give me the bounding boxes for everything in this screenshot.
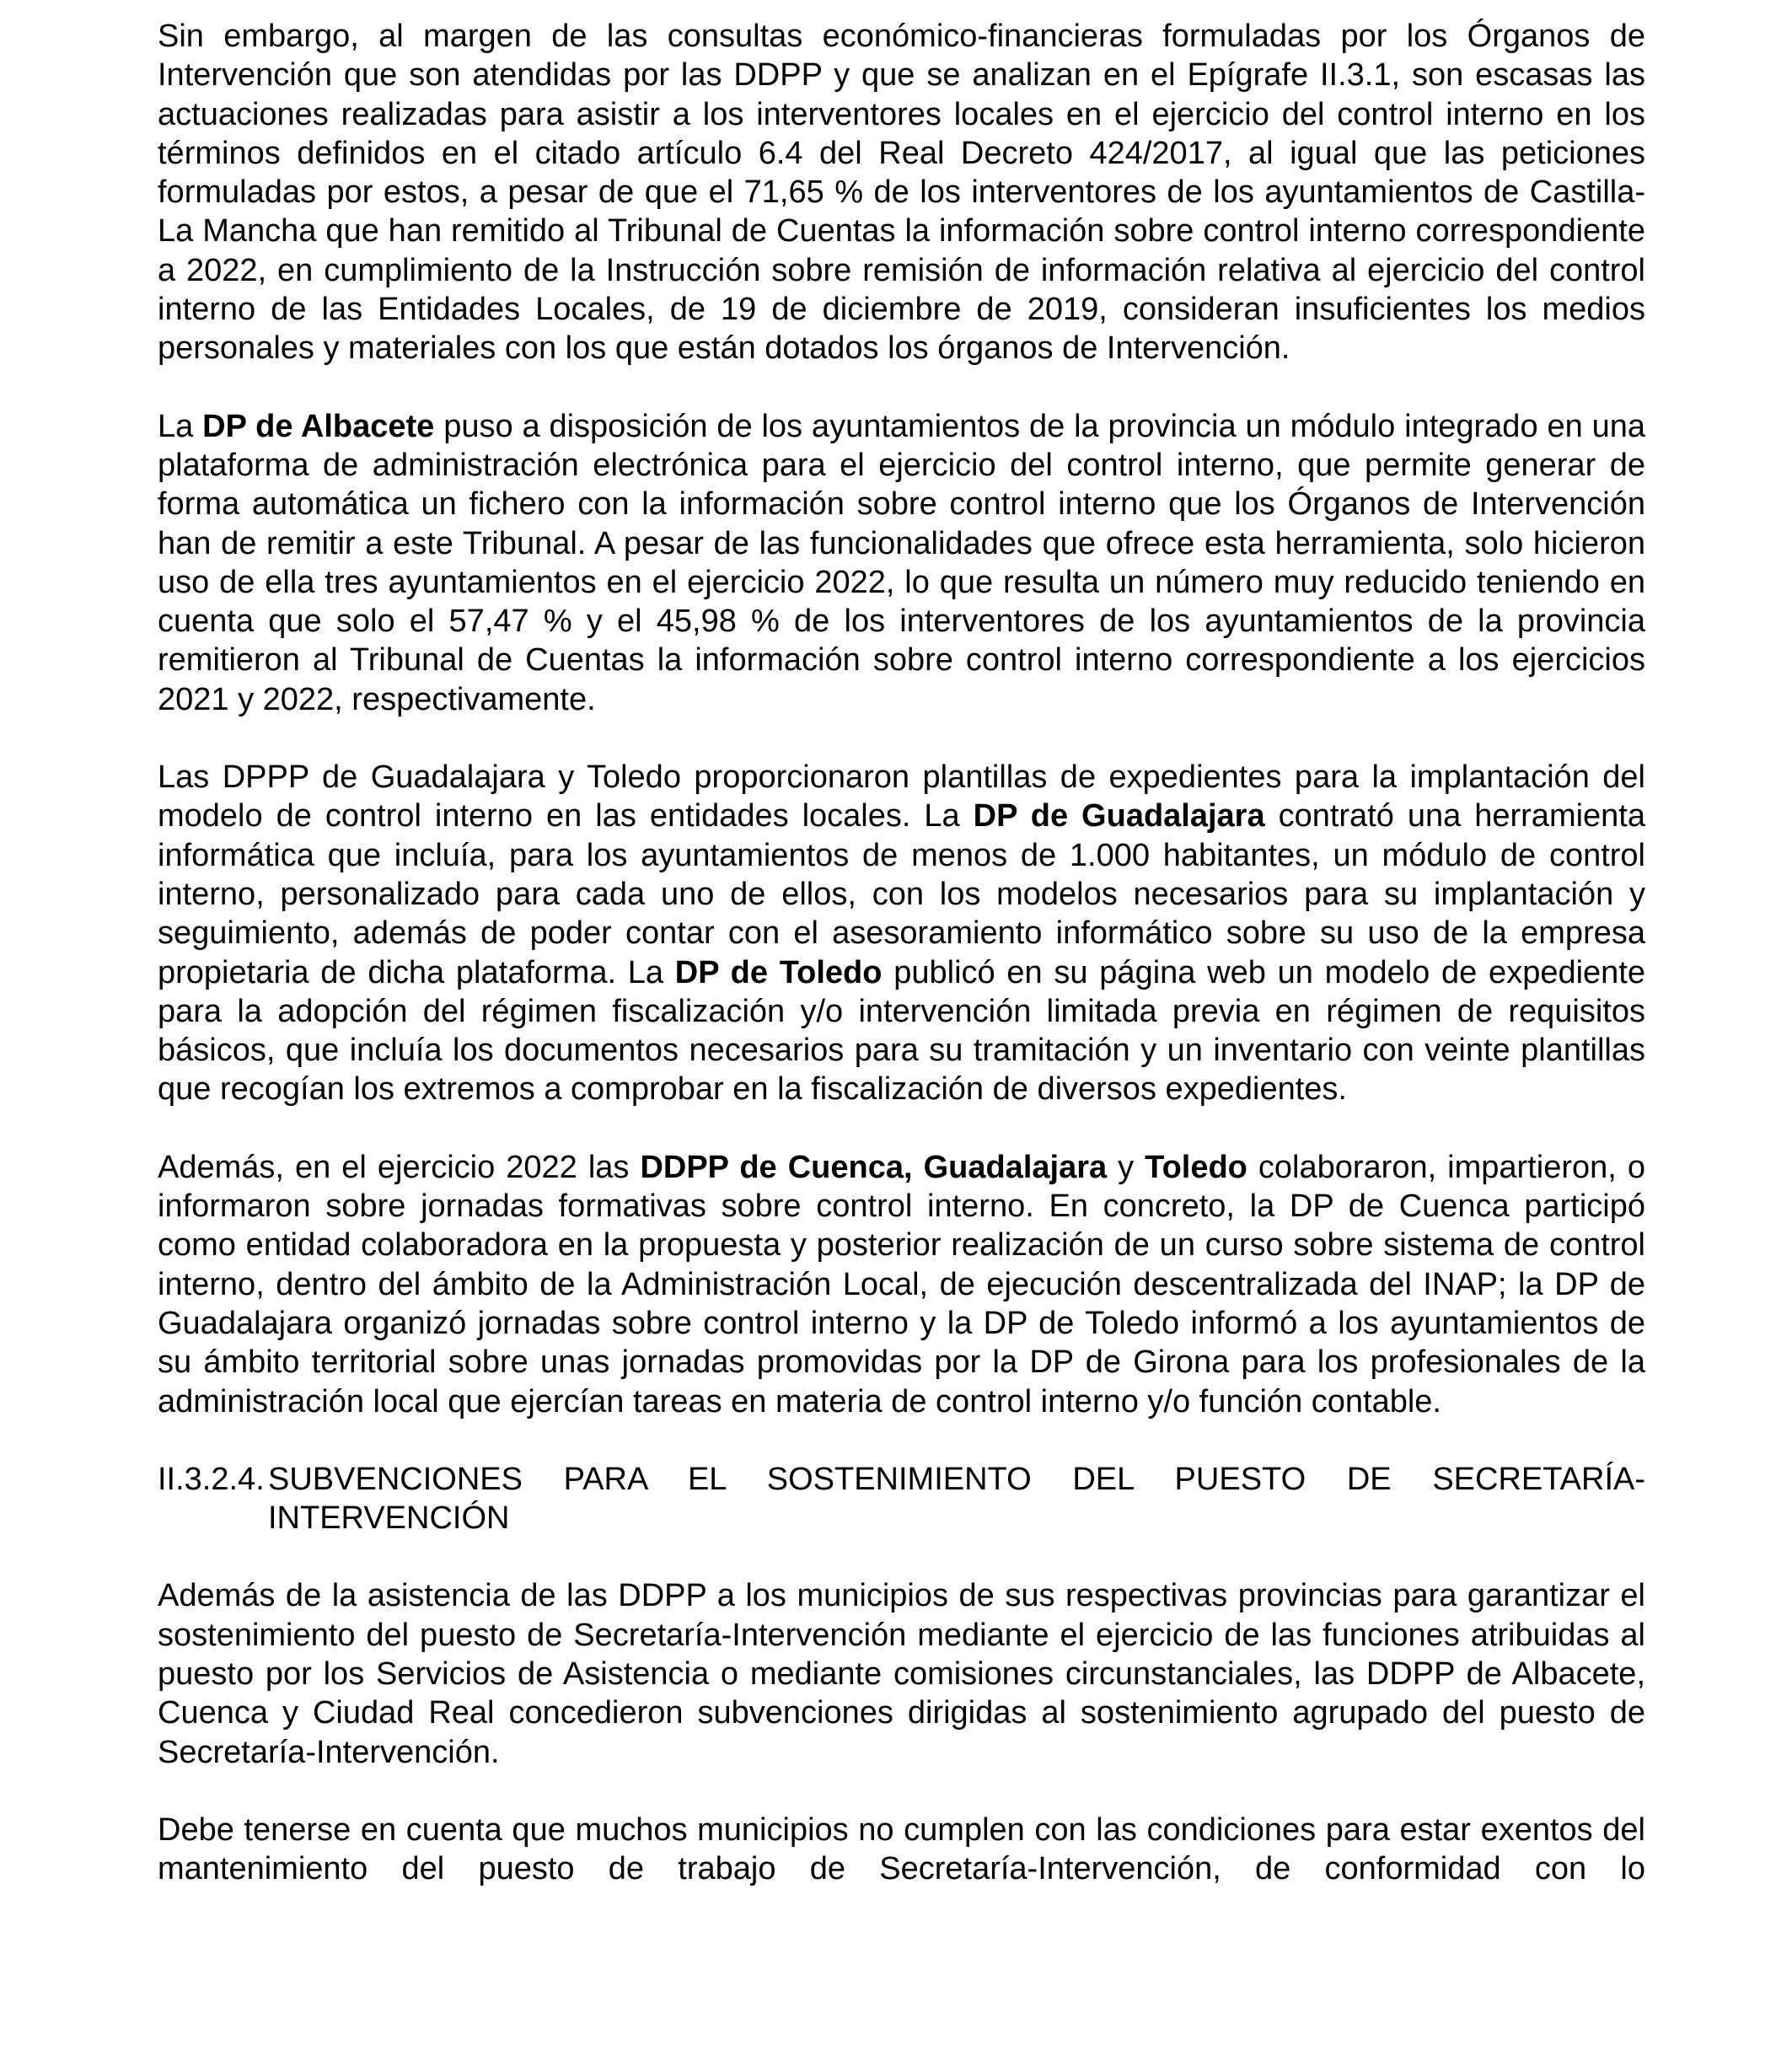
section-title: SUBVENCIONES PARA EL SOSTENIMIENTO DEL PUESTO DE SECRETARÍA-INTERVENCIÓN	[268, 1461, 1645, 1537]
paragraph-text: Sin embargo, al margen de las consultas económico-financieras formuladas por los Órganos de Intervención que son atendidas por las DDPP y que se analizan en el Epígrafe II.3.1, son escasas las actuaciones realizadas para asistir a los interventores locales en el ejercicio del control interno en los términos definidos en el citado artículo 6.4 del Real Decreto 424/2017, al igual que las peticiones formuladas por estos, a pesar de que el 71,65 % de los interventores de los ayuntamientos de Castilla-La Mancha que han remitido al Tribunal de Cuentas la información sobre control interno correspondiente a 2022, en cumplimiento de la Instrucción sobre remisión de información relativa al ejercicio del control interno de las Entidades Locales, de 19 de diciembre de 2019, consideran insuficientes los medios personales y materiales con los que están dotados los órganos de Intervención.	[158, 19, 1645, 367]
bold-entity-dp-toledo: DP de Toledo	[674, 954, 883, 990]
paragraph-text: La	[158, 408, 203, 444]
bold-entity-dp-albacete: DP de Albacete	[202, 408, 435, 444]
paragraph-text: puso a disposición de los ayuntamientos de la provincia un módulo integrado en una plataforma de administración electrónica para el ejercicio del control interno, que permite generar de forma automática un fichero con la información sobre control interno que los Órganos de Intervención han de remitir a este Tribunal. A pesar de las funcionalidades que ofrece esta herramienta, solo hicieron uso de ella tres ayuntamientos en el ejercicio 2022, lo que resulta un número muy reducido teniendo en cuenta que solo el 57,47 % y el 45,98 % de los interventores de los ayuntamientos de la provincia remitieron al Tribunal de Cuentas la información sobre control interno correspondiente a los ejercicios 2021 y 2022, respectivamente.	[158, 408, 1645, 717]
paragraph-text: colaboraron, impartieron, o informaron sobre jornadas formativas sobre control interno. En concreto, la DP de Cuenca participó como entidad colaboradora en la propuesta y posterior realización de un curso sobre sistema de control interno, dentro del ámbito de la Administración Local, de ejecución descentralizada del INAP; la DP de Guadalajara organizó jornadas sobre control interno y la DP de Toledo informó a los ayuntamientos de su ámbito territorial sobre unas jornadas promovidas por la DP de Girona para los profesionales de la administración local que ejercían tareas en materia de control interno y/o función contable.	[158, 1149, 1645, 1419]
paragraph-text: Además de la asistencia de las DDPP a los municipios de sus respectivas provincias para garantizar el sostenimiento del puesto de Secretaría-Intervención mediante el ejercicio de las funciones atribuidas al puesto por los Servicios de Asistencia o mediante comisiones circunstanciales, las DDPP de Albacete, Cuenca y Ciudad Real concedieron subvenciones dirigidas al sostenimiento agrupado del puesto de Secretaría-Intervención.	[158, 1578, 1645, 1770]
paragraph-jornadas-formativas	[158, 1148, 1645, 1421]
paragraph-text: y	[1107, 1149, 1145, 1185]
paragraph-control-interno-consultas	[158, 17, 1645, 368]
section-number: II.3.2.4.	[158, 1461, 265, 1497]
paragraph-text: Además, en el ejercicio 2022 las	[158, 1149, 641, 1185]
paragraph-text: contrató una herramienta informática que incluía, para los ayuntamientos de menos de 1.000 habitantes, un módulo de control interno, personalizado para cada uno de ellos, con los modelos necesarios para su implantación y seguimiento, además de poder contar con el asesoramiento informático sobre su uso de la empresa propietaria de dicha plataforma. La	[158, 798, 1645, 990]
paragraph-subvenciones	[158, 1576, 1645, 1771]
bold-entity-ddpp-cuenca-guadalajara: DDPP de Cuenca, Guadalajara	[640, 1149, 1108, 1185]
paragraph-dp-albacete	[158, 407, 1645, 719]
paragraph-municipios-condiciones	[158, 1811, 1645, 1889]
bold-entity-toledo: Toledo	[1145, 1149, 1247, 1185]
paragraph-guadalajara-toledo-plantillas	[158, 758, 1645, 1109]
paragraph-text: Debe tenerse en cuenta que muchos municipios no cumplen con las condiciones para estar exentos del mantenimiento del puesto de trabajo de Secretaría-Intervención, de conformidad con lo	[158, 1811, 1645, 1887]
bold-entity-dp-guadalajara: DP de Guadalajara	[973, 798, 1265, 834]
section-heading	[158, 1460, 1645, 1538]
paragraph-text: publicó en su página web un modelo de expediente para la adopción del régimen fiscalización y/o intervención limitada previa en régimen de requisitos básicos, que incluía los documentos necesarios para su tramitación y un inventario con veinte plantillas que recogían los extremos a comprobar en la fiscalización de diversos expedientes.	[158, 954, 1645, 1108]
paragraph-text: Las DPPP de Guadalajara y Toledo proporcionaron plantillas de expedientes para la implantación del modelo de control interno en las entidades locales. La	[158, 759, 1645, 834]
document-page	[158, 17, 1645, 1927]
